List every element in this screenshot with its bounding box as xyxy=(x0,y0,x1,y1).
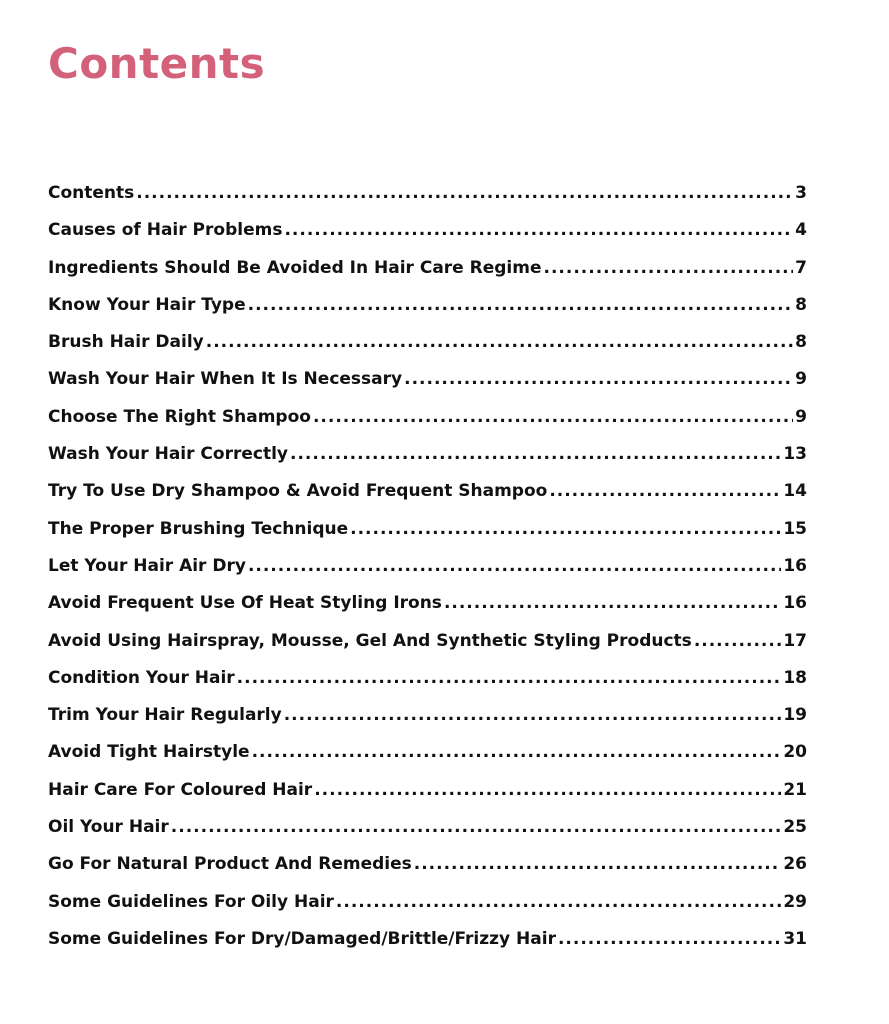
dot-leader xyxy=(350,511,781,548)
toc-entry[interactable] xyxy=(48,324,807,361)
dot-leader xyxy=(248,287,794,324)
dot-leader xyxy=(694,623,782,660)
toc-entry-label: Let Your Hair Air Dry xyxy=(48,555,246,576)
toc-entry[interactable] xyxy=(48,660,807,697)
toc-entry-page: 8 xyxy=(795,332,807,353)
toc-entry-page: 8 xyxy=(795,294,807,315)
toc-entry-label: Hair Care For Coloured Hair xyxy=(48,779,313,800)
toc-entry[interactable] xyxy=(48,436,807,473)
toc-entry-label: Some Guidelines For Dry/Damaged/Brittle/Frizzy Hair xyxy=(48,928,556,949)
dot-leader xyxy=(414,846,782,883)
toc-entry-page: 17 xyxy=(783,630,807,651)
toc-entry-page: 7 xyxy=(795,257,807,278)
toc-entry[interactable] xyxy=(48,548,807,585)
toc-entry-page: 26 xyxy=(783,854,807,875)
toc-entry[interactable] xyxy=(48,511,807,548)
toc-entry[interactable] xyxy=(48,734,807,771)
toc-entry[interactable] xyxy=(48,623,807,660)
toc-entry-label: Brush Hair Daily xyxy=(48,332,204,353)
toc-entry-label: Condition Your Hair xyxy=(48,667,235,688)
toc-entry-label: The Proper Brushing Technique xyxy=(48,518,349,539)
dot-leader xyxy=(558,921,781,958)
toc-entry[interactable] xyxy=(48,697,807,734)
dot-leader xyxy=(284,697,782,734)
toc-entry-page: 16 xyxy=(783,555,807,576)
toc-entry-page: 18 xyxy=(783,667,807,688)
toc-entry-page: 25 xyxy=(783,817,807,838)
dot-leader xyxy=(136,175,793,212)
table-of-contents xyxy=(48,175,807,958)
toc-entry-page: 4 xyxy=(795,220,807,241)
toc-entry[interactable] xyxy=(48,250,807,287)
toc-entry-label: Know Your Hair Type xyxy=(48,294,246,315)
toc-entry[interactable] xyxy=(48,175,807,212)
toc-entry-label: Ingredients Should Be Avoided In Hair Care Regime xyxy=(48,257,542,278)
toc-entry[interactable] xyxy=(48,361,807,398)
toc-entry-page: 9 xyxy=(795,369,807,390)
dot-leader xyxy=(252,734,782,771)
toc-entry[interactable] xyxy=(48,473,807,510)
dot-leader xyxy=(444,585,781,622)
toc-entry-label: Contents xyxy=(48,183,135,203)
toc-entry-label: Go For Natural Product And Remedies xyxy=(48,854,412,875)
dot-leader xyxy=(237,660,782,697)
toc-entry[interactable] xyxy=(48,772,807,809)
toc-entry-label: Avoid Using Hairspray, Mousse, Gel And Synthetic Styling Products xyxy=(48,630,692,651)
toc-entry[interactable] xyxy=(48,809,807,846)
dot-leader xyxy=(314,772,781,809)
toc-entry-page: 13 xyxy=(783,444,807,465)
dot-leader xyxy=(404,361,793,398)
toc-entry[interactable] xyxy=(48,287,807,324)
toc-entry-label: Try To Use Dry Shampoo & Avoid Frequent Shampoo xyxy=(48,481,548,502)
toc-entry-page: 15 xyxy=(783,518,807,539)
toc-entry-page: 3 xyxy=(795,183,807,203)
toc-entry[interactable] xyxy=(48,585,807,622)
dot-leader xyxy=(248,548,781,585)
dot-leader xyxy=(284,212,793,249)
toc-entry-label: Causes of Hair Problems xyxy=(48,220,283,241)
dot-leader xyxy=(313,399,793,436)
dot-leader xyxy=(336,884,781,921)
dot-leader xyxy=(171,809,782,846)
toc-entry-page: 21 xyxy=(783,779,807,800)
toc-entry[interactable] xyxy=(48,212,807,249)
dot-leader xyxy=(549,473,781,510)
toc-entry[interactable] xyxy=(48,921,807,958)
toc-entry[interactable] xyxy=(48,846,807,883)
toc-entry[interactable] xyxy=(48,399,807,436)
toc-entry-page: 31 xyxy=(783,928,807,949)
toc-entry-label: Oil Your Hair xyxy=(48,817,169,838)
toc-entry-label: Wash Your Hair Correctly xyxy=(48,444,288,465)
toc-entry-label: Avoid Frequent Use Of Heat Styling Irons xyxy=(48,593,442,614)
toc-entry-page: 9 xyxy=(795,406,807,427)
dot-leader xyxy=(290,436,781,473)
toc-entry-page: 19 xyxy=(783,705,807,726)
toc-entry[interactable] xyxy=(48,884,807,921)
dot-leader xyxy=(544,250,794,287)
dot-leader xyxy=(206,324,793,361)
toc-entry-page: 14 xyxy=(783,481,807,502)
toc-entry-page: 29 xyxy=(783,891,807,912)
toc-entry-page: 16 xyxy=(783,593,807,614)
toc-entry-page: 20 xyxy=(783,742,807,763)
toc-entry-label: Avoid Tight Hairstyle xyxy=(48,742,250,763)
toc-entry-label: Trim Your Hair Regularly xyxy=(48,705,282,726)
toc-entry-label: Wash Your Hair When It Is Necessary xyxy=(48,369,403,390)
page-title: Contents xyxy=(48,39,266,88)
toc-entry-label: Some Guidelines For Oily Hair xyxy=(48,891,334,912)
toc-entry-label: Choose The Right Shampoo xyxy=(48,406,311,427)
